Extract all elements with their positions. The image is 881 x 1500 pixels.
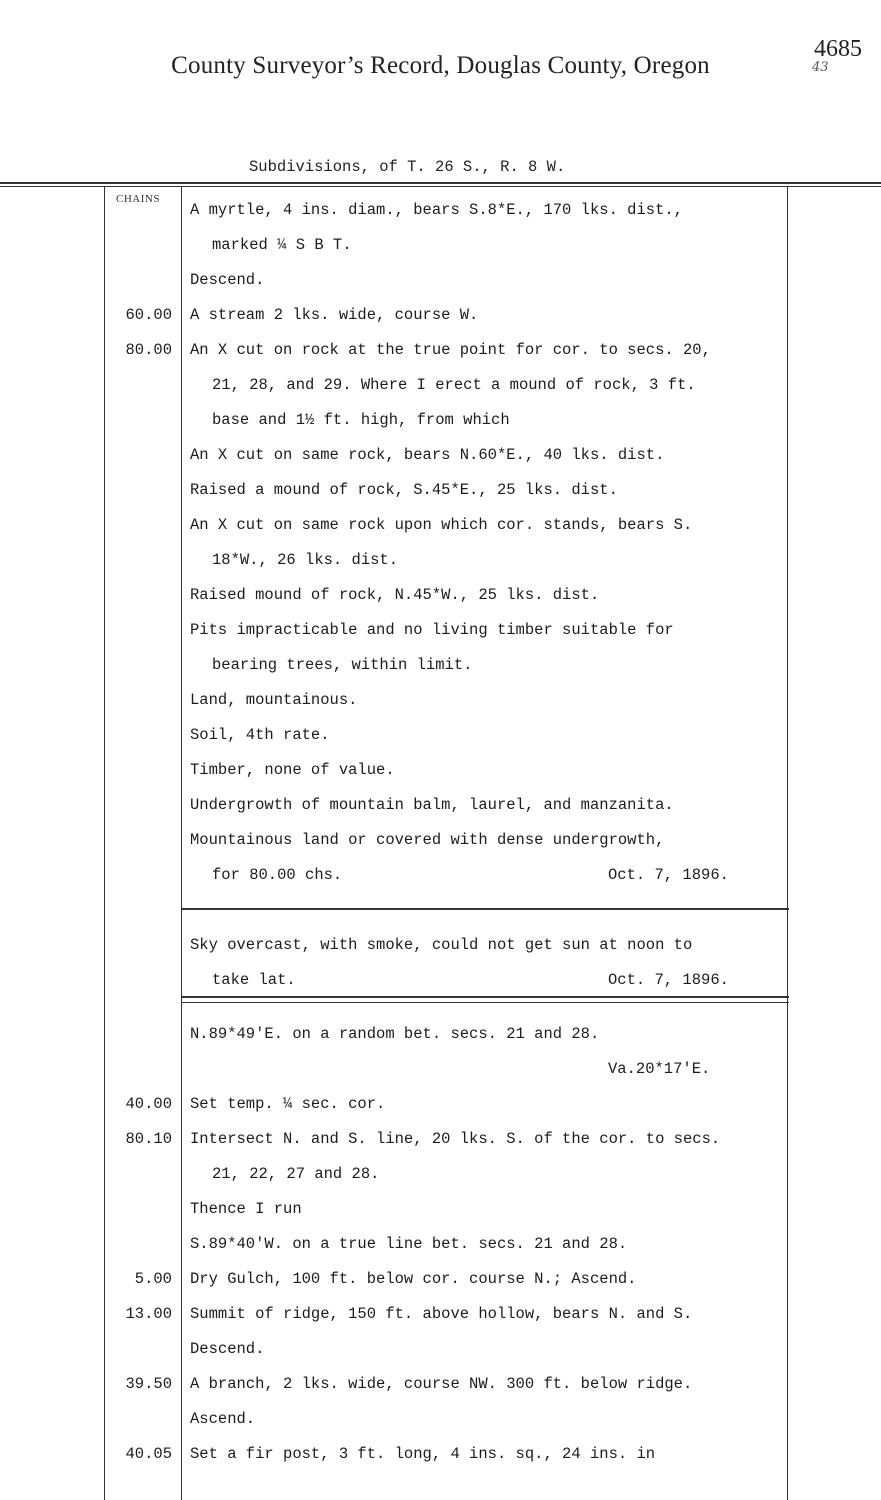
entry-text: Intersect N. and S. line, 20 lks. S. of the cor. to secs. (190, 1130, 721, 1148)
top-rule (0, 182, 881, 184)
record-row (0, 1297, 881, 1332)
record-row (0, 1017, 881, 1052)
chains-column-header: CHAINS (116, 193, 160, 205)
entry-text: 18*W., 26 lks. dist. (212, 551, 399, 569)
record-row (0, 1157, 881, 1192)
record-row (0, 1052, 881, 1087)
entry-date: Va.20*17'E. (608, 1060, 711, 1078)
entry-text: Mountainous land or covered with dense undergrowth, (190, 831, 665, 849)
record-row (0, 1087, 881, 1122)
record-row (0, 788, 881, 823)
entry-text: Set a fir post, 3 ft. long, 4 ins. sq., 24 ins. in (190, 1445, 656, 1463)
record-row (0, 1192, 881, 1227)
record-row (0, 1332, 881, 1367)
entry-text: S.89*40'W. on a true line bet. secs. 21 and 28. (190, 1235, 628, 1253)
entry-text: base and 1½ ft. high, from which (212, 411, 510, 429)
record-row (0, 753, 881, 788)
entry-date: Oct. 7, 1896. (608, 866, 729, 884)
record-row (0, 263, 881, 298)
chains-value: 39.50 (125, 1375, 172, 1393)
entry-text: 21, 22, 27 and 28. (212, 1165, 380, 1183)
entry-text: Sky overcast, with smoke, could not get sun at noon to (190, 936, 693, 954)
page-number: 4685 (814, 36, 862, 62)
entry-text: Land, mountainous. (190, 691, 358, 709)
chains-value: 40.05 (125, 1445, 172, 1463)
chains-value: 13.00 (125, 1305, 172, 1323)
record-row (0, 1122, 881, 1157)
entry-text: Undergrowth of mountain balm, laurel, and manzanita. (190, 796, 674, 814)
record-row (0, 613, 881, 648)
entry-text: Raised a mound of rock, S.45*E., 25 lks. dist. (190, 481, 618, 499)
record-row (0, 928, 881, 963)
entry-text: bearing trees, within limit. (212, 656, 473, 674)
entry-text: 21, 28, and 29. Where I erect a mound of rock, 3 ft. (212, 376, 696, 394)
entry-text: Soil, 4th rate. (190, 726, 330, 744)
top-rule-2 (0, 186, 881, 187)
entry-text: take lat. (212, 971, 296, 989)
entry-text: N.89*49'E. on a random bet. secs. 21 and 28. (190, 1025, 600, 1043)
record-row (0, 473, 881, 508)
section-subtitle: Subdivisions, of T. 26 S., R. 8 W. (249, 158, 566, 176)
record-row (0, 508, 881, 543)
chains-value: 60.00 (125, 306, 172, 324)
record-row (0, 858, 881, 893)
page-title: County Surveyor’s Record, Douglas County, Oregon (171, 52, 710, 79)
record-row (0, 333, 881, 368)
entry-text: for 80.00 chs. (212, 866, 343, 884)
record-row (0, 228, 881, 263)
entry-text: A branch, 2 lks. wide, course NW. 300 ft. below ridge. (190, 1375, 693, 1393)
entry-text: Pits impracticable and no living timber suitable for (190, 621, 674, 639)
entry-text: An X cut on same rock, bears N.60*E., 40 lks. dist. (190, 446, 665, 464)
entry-text: An X cut on same rock upon which cor. stands, bears S. (190, 516, 693, 534)
section-divider-1 (181, 908, 789, 910)
chains-value: 5.00 (134, 1270, 172, 1288)
entry-text: marked ¼ S B T. (212, 236, 352, 254)
entry-text: Summit of ridge, 150 ft. above hollow, bears N. and S. (190, 1305, 693, 1323)
entry-text: An X cut on rock at the true point for cor. to secs. 20, (190, 341, 711, 359)
record-row (0, 403, 881, 438)
chains-value: 40.00 (125, 1095, 172, 1113)
entry-text: Descend. (190, 1340, 265, 1358)
record-row (0, 193, 881, 228)
entry-text: Timber, none of value. (190, 761, 395, 779)
section-divider-2b (181, 1002, 789, 1003)
record-row (0, 1227, 881, 1262)
record-row (0, 543, 881, 578)
record-row (0, 1402, 881, 1437)
record-row (0, 963, 881, 998)
chains-value: 80.10 (125, 1130, 172, 1148)
chains-value: 80.00 (125, 341, 172, 359)
entry-text: Thence I run (190, 1200, 302, 1218)
entry-text: Raised mound of rock, N.45*W., 25 lks. dist. (190, 586, 600, 604)
entry-text: Descend. (190, 271, 265, 289)
entry-text: Dry Gulch, 100 ft. below cor. course N.; Ascend. (190, 1270, 637, 1288)
entry-text: A myrtle, 4 ins. diam., bears S.8*E., 170 lks. dist., (190, 201, 683, 219)
record-row (0, 578, 881, 613)
record-row (0, 823, 881, 858)
entry-text: Set temp. ¼ sec. cor. (190, 1095, 386, 1113)
record-row (0, 718, 881, 753)
entry-text: Ascend. (190, 1410, 256, 1428)
entry-date: Oct. 7, 1896. (608, 971, 729, 989)
entry-text: A stream 2 lks. wide, course W. (190, 306, 479, 324)
record-row (0, 438, 881, 473)
record-row (0, 1437, 881, 1472)
record-row (0, 683, 881, 718)
record-row (0, 648, 881, 683)
record-row (0, 368, 881, 403)
record-row (0, 1262, 881, 1297)
record-row (0, 1367, 881, 1402)
record-row (0, 298, 881, 333)
page-number-scribble: 43 (812, 60, 829, 75)
